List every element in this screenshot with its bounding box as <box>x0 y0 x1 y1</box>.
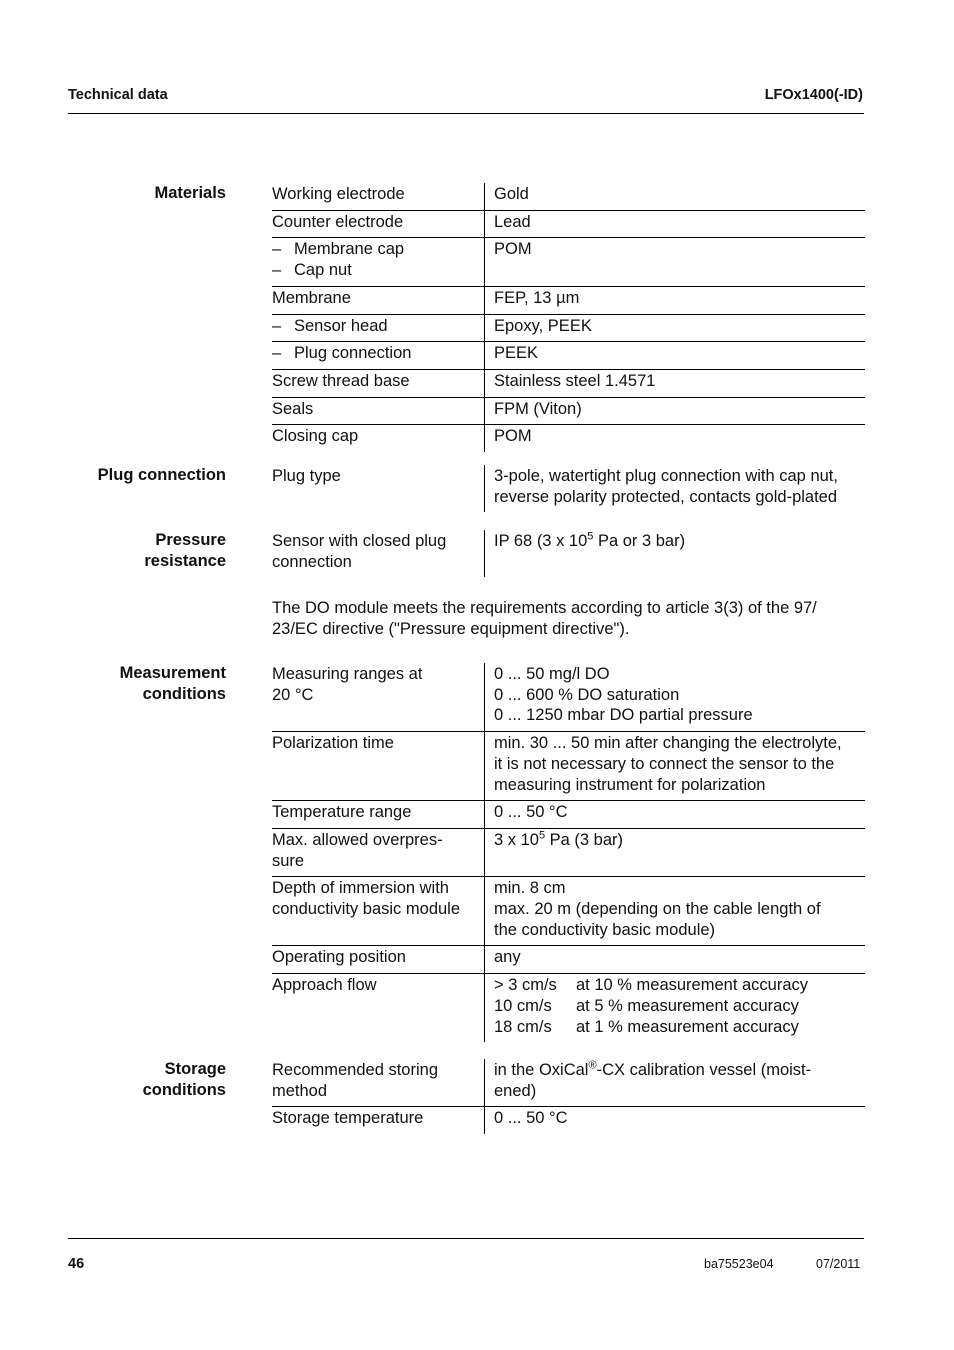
text-line: Gold <box>494 185 529 203</box>
section-label-line: Materials <box>154 184 226 202</box>
spec-row <box>272 1107 865 1134</box>
spec-row <box>272 425 865 452</box>
text-line: the conductivity basic module) <box>494 920 716 939</box>
dash-bullet: – <box>272 344 282 363</box>
spec-parameter <box>272 1107 484 1134</box>
text-line: PEEK <box>494 344 539 363</box>
dash-bullet: – <box>272 316 282 335</box>
spec-row <box>272 287 865 315</box>
bullet-text: Cap nut <box>294 261 352 280</box>
text-line: Temperature range <box>272 803 412 822</box>
section-label-line: resistance <box>144 551 226 570</box>
spec-parameter <box>272 732 484 800</box>
spec-row <box>272 663 865 732</box>
text-line: FPM (Viton) <box>494 399 582 418</box>
spec-parameter <box>272 398 484 425</box>
running-header-title: Technical data <box>68 87 168 103</box>
text-line <box>272 343 484 364</box>
spec-parameter <box>272 238 484 285</box>
spec-row <box>272 238 865 286</box>
text-line: Recommended storing <box>272 1061 438 1079</box>
text-line: 0 ... 50 °C <box>494 803 568 822</box>
section-label <box>26 183 226 204</box>
spec-table <box>272 663 865 1042</box>
text-line: 0 ... 50 °C <box>494 1109 568 1128</box>
spec-row <box>272 877 865 946</box>
superscript: 5 <box>587 530 594 543</box>
spec-parameter <box>272 342 484 369</box>
text-line: max. 20 m (depending on the cable length of <box>494 900 821 919</box>
flow-accuracy: at 5 % measurement accuracy <box>576 996 799 1015</box>
spec-value <box>484 877 865 945</box>
section-label <box>26 530 226 571</box>
text-line: Membrane <box>272 288 351 307</box>
header-rule <box>68 113 864 114</box>
flow-speed: 10 cm/s <box>494 996 552 1015</box>
text-line: measuring instrument for polarization <box>494 775 766 794</box>
text-line: 20 °C <box>272 685 314 704</box>
spec-row <box>272 315 865 343</box>
spec-value <box>484 974 865 1042</box>
text-line: min. 30 ... 50 min after changing the electrolyte, <box>494 734 842 753</box>
spec-value <box>484 829 865 876</box>
superscript: 5 <box>538 829 546 842</box>
text-line: Working electrode <box>272 185 405 203</box>
value-text: Pa (3 bar) <box>545 830 624 849</box>
spec-parameter <box>272 801 484 828</box>
superscript: ® <box>588 1059 597 1072</box>
spec-row <box>272 183 865 211</box>
value-text: Pa or 3 bar) <box>593 532 686 550</box>
spec-table <box>272 530 865 577</box>
text-line <box>272 239 484 260</box>
spec-parameter <box>272 287 484 314</box>
spec-row <box>272 530 865 577</box>
spec-parameter <box>272 315 484 342</box>
text-line: Seals <box>272 399 314 418</box>
spec-row <box>272 398 865 426</box>
spec-parameter <box>272 425 484 452</box>
section-label-line: conditions <box>142 1080 226 1099</box>
spec-value <box>484 1107 865 1134</box>
text-line: Epoxy, PEEK <box>494 316 592 335</box>
spec-parameter <box>272 829 484 876</box>
section-label <box>26 1059 226 1100</box>
note-line: 23/EC directive ("Pressure equipment directive"). <box>272 619 630 638</box>
text-line <box>494 1060 865 1081</box>
text-line: Approach flow <box>272 976 377 995</box>
flow-accuracy: at 10 % measurement accuracy <box>576 976 809 995</box>
doc-date: 07/2011 <box>816 1257 861 1271</box>
text-line <box>494 851 865 872</box>
text-line: 0 ... 50 mg/l DO <box>494 665 610 683</box>
flow-speed: 18 cm/s <box>494 1017 552 1036</box>
bullet-text: Plug connection <box>294 344 412 363</box>
text-line: any <box>494 948 521 967</box>
text-line: Screw thread base <box>272 371 410 390</box>
bullet-text: Sensor head <box>294 316 388 335</box>
section-label <box>26 663 226 704</box>
running-header-product: LFOx1400(-ID) <box>764 87 863 103</box>
spec-parameter <box>272 370 484 397</box>
text-line: method <box>272 1081 328 1100</box>
section-label-line: Pressure <box>155 531 226 549</box>
text-line: POM <box>494 427 532 446</box>
spec-value <box>484 211 865 238</box>
note-line: The DO module meets the requirements according to article 3(3) of the 97/ <box>272 599 817 617</box>
spec-value <box>484 530 865 577</box>
spec-value <box>484 287 865 314</box>
section-label <box>26 465 226 486</box>
value-text: 3 x 10 <box>494 830 539 849</box>
text-line: Lead <box>494 212 531 231</box>
spec-table <box>272 1059 865 1134</box>
text-line: Measuring ranges at <box>272 665 423 683</box>
text-line: connection <box>272 552 352 571</box>
spec-parameter <box>272 183 484 210</box>
text-line: Stainless steel 1.4571 <box>494 371 656 390</box>
text-line: POM <box>494 240 532 259</box>
text-line <box>494 975 865 996</box>
spec-parameter <box>272 974 484 1042</box>
dash-bullet: – <box>272 240 282 259</box>
text-line <box>272 260 484 281</box>
spec-row <box>272 829 865 877</box>
text-line: 0 ... 600 % DO saturation <box>494 685 680 704</box>
text-line: sure <box>272 851 305 870</box>
spec-value <box>484 465 865 512</box>
spec-parameter <box>272 946 484 973</box>
spec-value <box>484 663 865 731</box>
spec-parameter <box>272 877 484 945</box>
spec-parameter <box>272 211 484 238</box>
section-label-line: Measurement <box>119 664 226 682</box>
spec-value <box>484 732 865 800</box>
spec-table <box>272 465 865 512</box>
text-line: Sensor with closed plug <box>272 532 447 550</box>
text-line: 0 ... 1250 mbar DO partial pressure <box>494 706 753 725</box>
spec-row <box>272 1059 865 1107</box>
spec-row <box>272 342 865 370</box>
spec-value <box>484 342 865 369</box>
spec-value <box>484 425 865 452</box>
spec-parameter <box>272 1059 484 1106</box>
text-line <box>494 531 865 552</box>
spec-row <box>272 211 865 239</box>
section-note <box>272 598 872 639</box>
text-line: Max. allowed overpres- <box>272 830 443 849</box>
text-line <box>494 996 865 1017</box>
text-line: 3-pole, watertight plug connection with cap nut, <box>494 467 838 485</box>
value-text: -CX calibration vessel (moist- <box>596 1061 812 1079</box>
bullet-text: Membrane cap <box>294 240 405 259</box>
text-line: reverse polarity protected, contacts gold-plated <box>494 487 838 506</box>
spec-value <box>484 946 865 973</box>
spec-row <box>272 465 865 512</box>
spec-table <box>272 183 865 452</box>
text-line: Polarization time <box>272 734 394 753</box>
text-line: it is not necessary to connect the sensor to the <box>494 754 835 773</box>
spec-row <box>272 974 865 1042</box>
text-line: Closing cap <box>272 427 359 446</box>
spec-row <box>272 801 865 829</box>
text-line: ened) <box>494 1081 537 1100</box>
doc-number: ba75523e04 <box>704 1257 774 1271</box>
spec-parameter <box>272 465 484 512</box>
section-label-line: conditions <box>142 684 226 703</box>
spec-row <box>272 946 865 974</box>
value-text: in the OxiCal <box>494 1061 589 1079</box>
section-label-line: Storage <box>164 1060 226 1078</box>
section-label-line: Plug connection <box>97 466 226 484</box>
footer-rule <box>68 1238 864 1239</box>
text-line <box>494 830 865 851</box>
spec-value <box>484 1059 865 1106</box>
text-line: min. 8 cm <box>494 879 566 898</box>
text-line: Plug type <box>272 467 341 485</box>
spec-value <box>484 370 865 397</box>
spec-value <box>484 183 865 210</box>
page-number: 46 <box>68 1256 85 1272</box>
spec-row <box>272 732 865 801</box>
text-line: Depth of immersion with <box>272 879 449 898</box>
value-text: IP 68 (3 x 10 <box>494 532 588 550</box>
text-line: conductivity basic module <box>272 900 461 919</box>
spec-parameter <box>272 663 484 731</box>
spec-row <box>272 370 865 398</box>
spec-value <box>484 315 865 342</box>
flow-speed: > 3 cm/s <box>494 976 557 995</box>
text-line <box>272 316 484 337</box>
flow-accuracy: at 1 % measurement accuracy <box>576 1017 799 1036</box>
text-line: Counter electrode <box>272 212 404 231</box>
text-line: Operating position <box>272 948 406 967</box>
spec-value <box>484 238 865 285</box>
dash-bullet: – <box>272 261 282 280</box>
spec-parameter <box>272 530 484 577</box>
spec-value <box>484 398 865 425</box>
text-line: Storage temperature <box>272 1109 424 1128</box>
spec-value <box>484 801 865 828</box>
text-line <box>494 1017 865 1038</box>
text-line: FEP, 13 µm <box>494 288 580 307</box>
